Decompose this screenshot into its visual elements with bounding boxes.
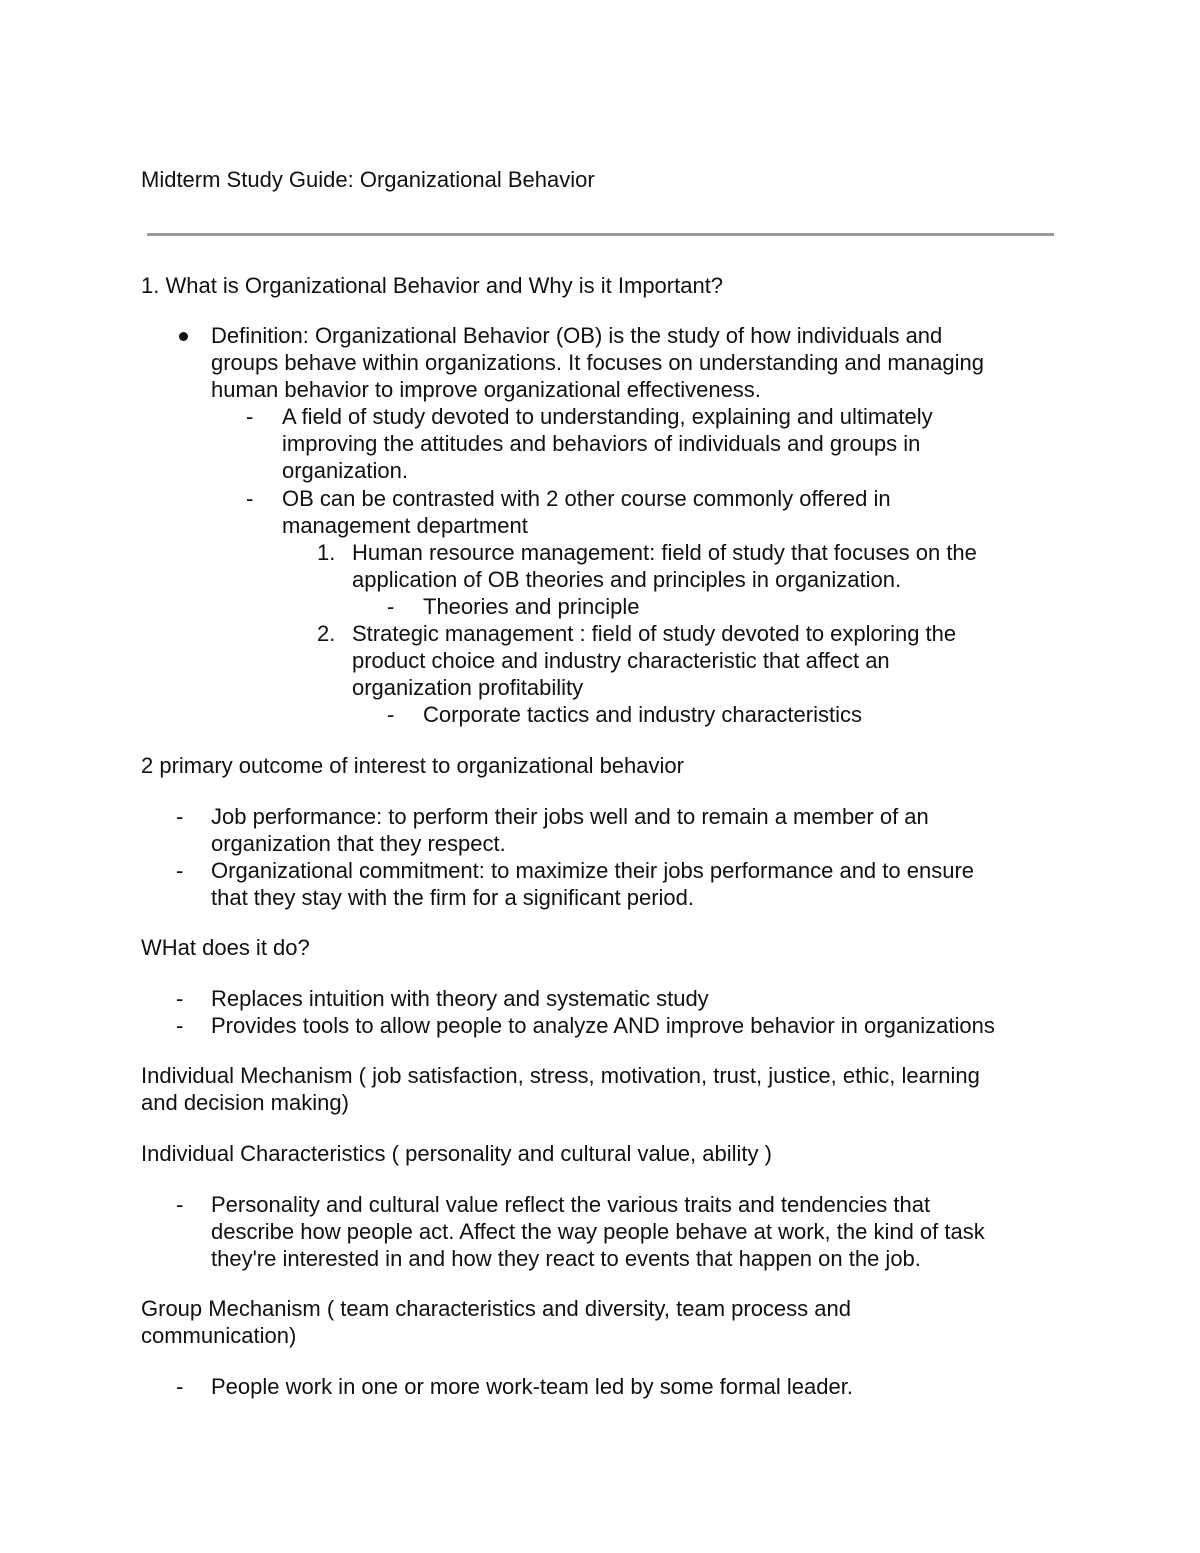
- number-marker: 1.: [317, 540, 336, 565]
- numbered-item-line: application of OB theories and principles in organization.: [352, 567, 902, 592]
- dash-marker: -: [176, 1374, 184, 1399]
- subitem-line: improving the attitudes and behaviors of individuals and groups in: [282, 431, 921, 456]
- section-heading: 1. What is Organizational Behavior and Why is it Important?: [141, 273, 724, 298]
- numbered-item-line: Human resource management: field of study that focuses on the: [352, 540, 977, 565]
- definition-line: Definition: Organizational Behavior (OB) is the study of how individuals and: [211, 323, 943, 348]
- group-mechanism-line: Group Mechanism ( team characteristics and diversity, team process and: [141, 1296, 851, 1321]
- numbered-item-line: product choice and industry characteristic that affect an: [352, 648, 890, 673]
- what-does-heading: WHat does it do?: [141, 935, 310, 960]
- nested-subitem-line: Corporate tactics and industry characteristics: [423, 702, 862, 727]
- dash-marker: -: [176, 1192, 184, 1217]
- outcomes-heading: 2 primary outcome of interest to organizational behavior: [141, 753, 684, 778]
- list-item-line: that they stay with the firm for a significant period.: [211, 885, 695, 910]
- list-item-line: Provides tools to allow people to analyze AND improve behavior in organizations: [211, 1013, 995, 1038]
- subitem-line: A field of study devoted to understanding, explaining and ultimately: [282, 404, 933, 429]
- dash-marker: -: [387, 594, 395, 619]
- number-marker: 2.: [317, 621, 336, 646]
- dash-marker: -: [176, 986, 184, 1011]
- definition-line: groups behave within organizations. It focuses on understanding and managing: [211, 350, 984, 375]
- list-item-line: Personality and cultural value reflect the various traits and tendencies that: [211, 1192, 931, 1217]
- list-item-line: Organizational commitment: to maximize their jobs performance and to ensure: [211, 858, 975, 883]
- nested-subitem-line: Theories and principle: [423, 594, 640, 619]
- list-item-line: they're interested in and how they react to events that happen on the job.: [211, 1246, 921, 1271]
- list-item-line: describe how people act. Affect the way people behave at work, the kind of task: [211, 1219, 985, 1244]
- bullet-dot-icon: [179, 332, 188, 341]
- individual-mechanism-line: and decision making): [141, 1090, 349, 1115]
- dash-marker: -: [176, 858, 184, 883]
- dash-marker: -: [387, 702, 395, 727]
- list-item-line: Replaces intuition with theory and systematic study: [211, 986, 709, 1011]
- list-item-line: People work in one or more work-team led by some formal leader.: [211, 1374, 853, 1399]
- subitem-line: organization.: [282, 458, 408, 483]
- subitem-line: OB can be contrasted with 2 other course commonly offered in: [282, 486, 891, 511]
- numbered-item-line: Strategic management : field of study devoted to exploring the: [352, 621, 957, 646]
- individual-characteristics-heading: Individual Characteristics ( personality and cultural value, ability ): [141, 1141, 772, 1166]
- document-title: Midterm Study Guide: Organizational Behavior: [141, 167, 595, 192]
- dash-marker: -: [176, 804, 184, 829]
- horizontal-divider: [147, 233, 1054, 236]
- dash-marker: -: [176, 1013, 184, 1038]
- subitem-line: management department: [282, 513, 528, 538]
- individual-mechanism-line: Individual Mechanism ( job satisfaction, stress, motivation, trust, justice, ethic, learning: [141, 1063, 980, 1088]
- numbered-item-line: organization profitability: [352, 675, 584, 700]
- list-item-line: organization that they respect.: [211, 831, 506, 856]
- dash-marker: -: [246, 486, 254, 511]
- dash-marker: -: [246, 404, 254, 429]
- definition-line: human behavior to improve organizational effectiveness.: [211, 377, 761, 402]
- list-item-line: Job performance: to perform their jobs well and to remain a member of an: [211, 804, 929, 829]
- group-mechanism-line: communication): [141, 1323, 297, 1348]
